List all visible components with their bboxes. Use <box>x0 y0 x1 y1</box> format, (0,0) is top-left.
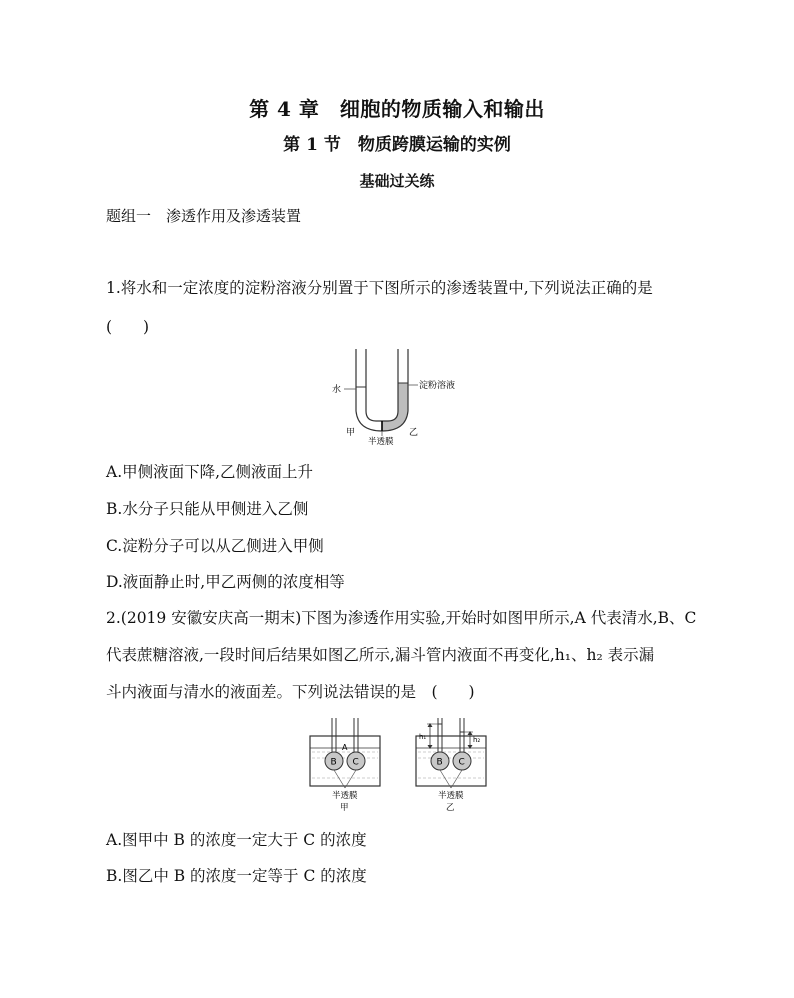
label-starch: 淀粉溶液 <box>419 381 456 391</box>
label-jia: 甲 <box>340 803 349 813</box>
starch-fill <box>382 383 408 431</box>
q2-stem-line3: 斗内液面与清水的液面差。下列说法错误的是 ( ) <box>106 683 475 701</box>
q1-option-a: A.甲侧液面下降,乙侧液面上升 <box>106 463 314 481</box>
label-h2: h₂ <box>473 736 481 744</box>
beaker-jia <box>310 718 380 813</box>
q2-option-a: A.图甲中 B 的浓度一定大于 C 的浓度 <box>106 831 367 849</box>
label-membrane-yi: 半透膜 <box>438 791 464 801</box>
label-membrane: 半透膜 <box>368 437 394 445</box>
label-a-jia: A <box>342 743 348 752</box>
chapter-title: 第 4 章 细胞的物质输入和输出 <box>249 97 545 121</box>
label-b-jia: B <box>330 757 337 768</box>
label-c-jia: C <box>352 757 359 768</box>
q1-u-tube-figure <box>330 345 500 445</box>
q2-option-b: B.图乙中 B 的浓度一定等于 C 的浓度 <box>106 867 367 885</box>
section-title: 第 1 节 物质跨膜运输的实例 <box>283 135 511 155</box>
label-yi: 乙 <box>409 428 419 438</box>
label-b-yi: B <box>436 757 443 768</box>
q1-option-d: D.液面静止时,甲乙两侧的浓度相等 <box>106 573 345 591</box>
practice-title: 基础过关练 <box>359 172 435 190</box>
u-tube-inner <box>366 349 398 421</box>
label-c-yi: C <box>458 757 465 768</box>
q2-stem-line1: 2.(2019 安徽安庆高一期末)下图为渗透作用实验,开始时如图甲所示,A 代表清水,B、C <box>106 609 697 627</box>
label-membrane-jia: 半透膜 <box>332 791 358 801</box>
q1-stem-line1: 1.将水和一定浓度的淀粉溶液分别置于下图所示的渗透装置中,下列说法正确的是 <box>106 279 653 297</box>
q1-stem-line2: ( ) <box>106 318 150 336</box>
q1-option-b: B.水分子只能从甲侧进入乙侧 <box>106 500 309 518</box>
group-title: 题组一 渗透作用及渗透装置 <box>106 207 302 225</box>
label-water: 水 <box>332 385 342 395</box>
beaker-yi <box>416 718 486 813</box>
label-h1: h₁ <box>419 733 427 741</box>
label-jia: 甲 <box>346 428 356 438</box>
q2-stem-line2: 代表蔗糖溶液,一段时间后结果如图乙所示,漏斗管内液面不再变化,h₁、h₂ 表示漏 <box>106 646 655 664</box>
label-yi: 乙 <box>446 803 455 813</box>
q2-osmosis-figure <box>306 714 496 814</box>
q1-option-c: C.淀粉分子可以从乙侧进入甲侧 <box>106 537 324 555</box>
water-fill <box>356 387 382 431</box>
